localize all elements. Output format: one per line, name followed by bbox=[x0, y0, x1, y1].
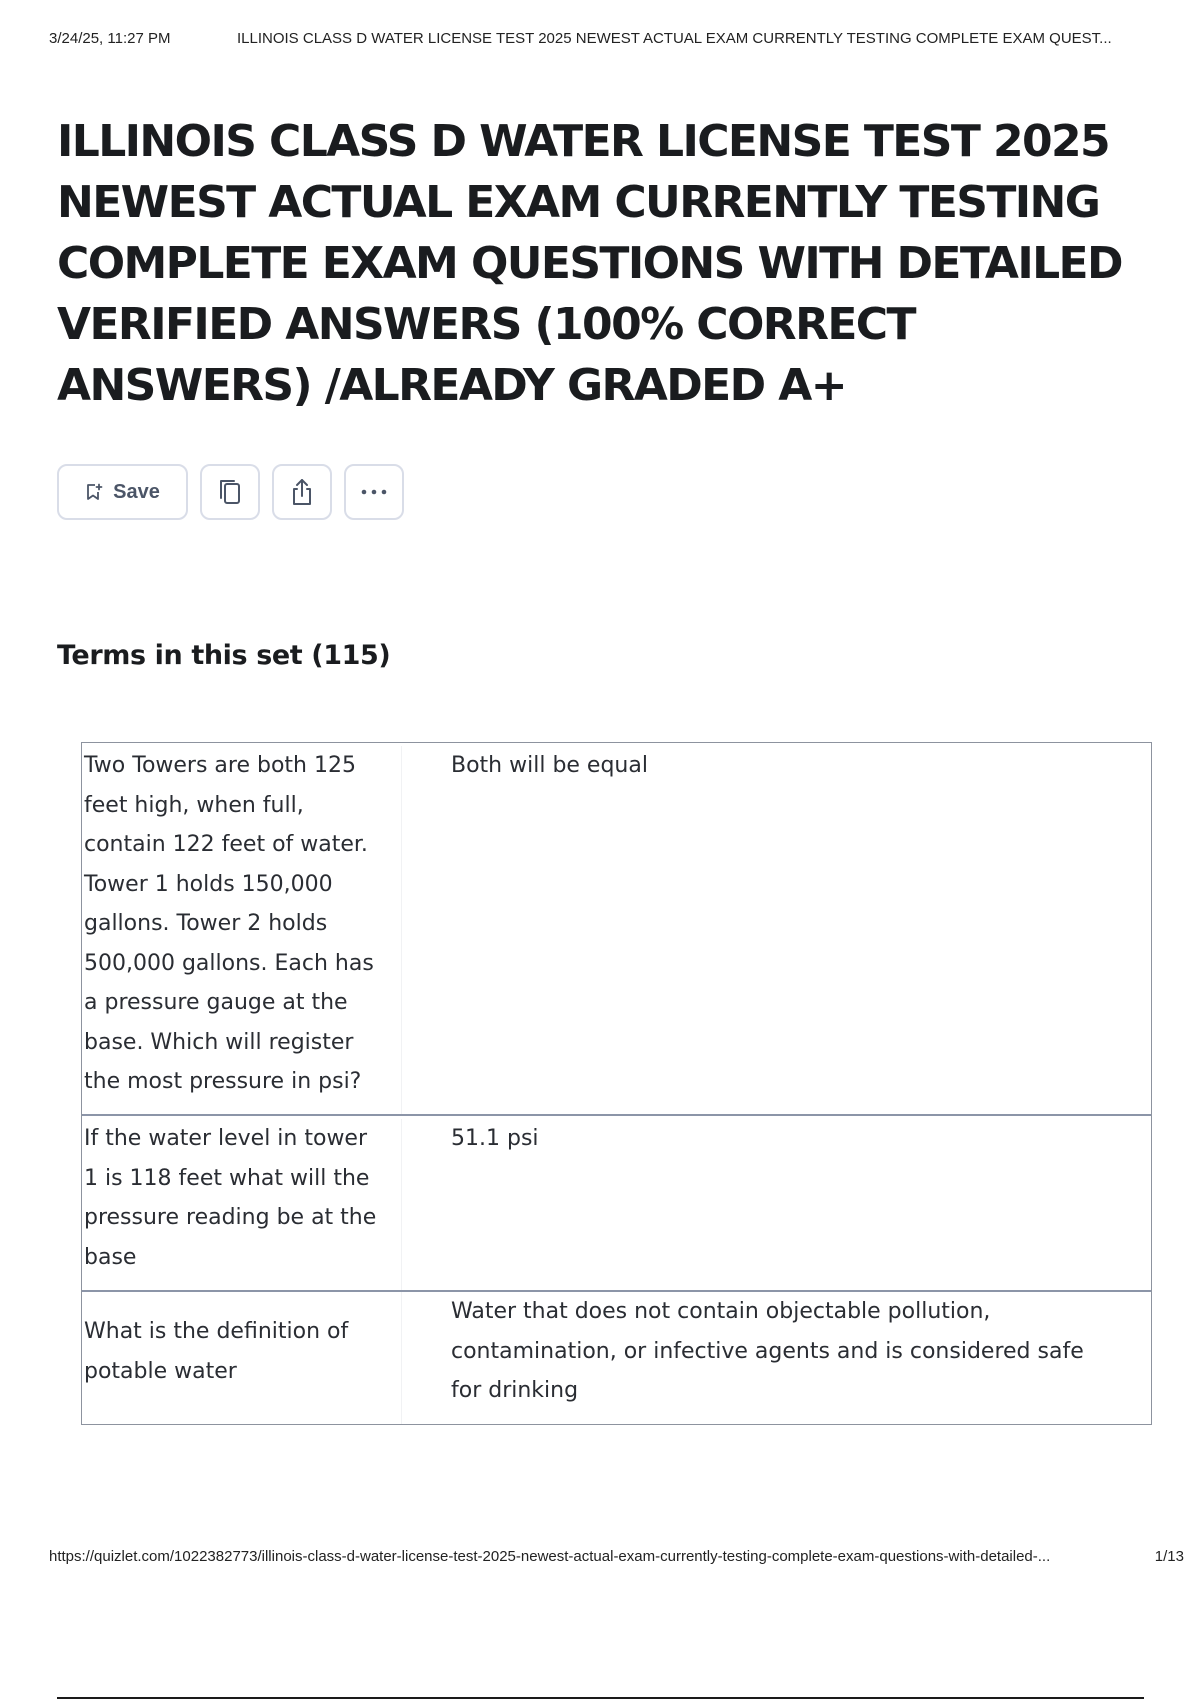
page-number: 1/13 bbox=[1154, 1548, 1184, 1565]
page-divider bbox=[57, 1697, 1144, 1699]
copy-icon bbox=[217, 477, 243, 507]
definition-text: 51.1 psi bbox=[451, 1126, 539, 1151]
bookmark-plus-icon bbox=[85, 483, 103, 501]
definition-text: Water that does not contain objectable pollution, contamination, or infective agents and is considered safe for drinking bbox=[451, 1299, 1084, 1403]
print-footer bbox=[49, 1548, 1184, 1568]
term-text: What is the definition of potable water bbox=[82, 1292, 402, 1424]
save-button-label: Save bbox=[113, 480, 160, 503]
set-toolbar bbox=[57, 464, 404, 524]
share-button[interactable] bbox=[272, 464, 332, 520]
share-icon bbox=[289, 477, 315, 507]
term-text: If the water level in tower 1 is 118 feet what will the pressure reading be at the base bbox=[82, 1119, 402, 1290]
term-text: Two Towers are both 125 feet high, when full, contain 122 feet of water. Tower 1 holds 150,000 gallons. Tower 2 holds 500,000 gallons. Each has a pressure gauge at the base. Which will register the most pressure in psi? bbox=[82, 746, 402, 1114]
page-title: ILLINOIS CLASS D WATER LICENSE TEST 2025 NEWEST ACTUAL EXAM CURRENTLY TESTING COMPLETE EXAM QUESTIONS WITH DETAILED VERIFIED ANSWERS (100% CORRECT ANSWERS) /ALREADY GRADED A+ bbox=[57, 116, 1122, 411]
definition-text: Both will be equal bbox=[451, 753, 648, 778]
terms-table bbox=[81, 742, 1152, 1425]
copy-button[interactable] bbox=[200, 464, 260, 520]
print-timestamp: 3/24/25, 11:27 PM bbox=[49, 30, 171, 47]
print-url: https://quizlet.com/1022382773/illinois-class-d-water-license-test-2025-newest-actual-exam-currently-testing-complete-exam-questions-with-detailed-... bbox=[49, 1548, 1051, 1565]
print-doc-title: ILLINOIS CLASS D WATER LICENSE TEST 2025 NEWEST ACTUAL EXAM CURRENTLY TESTING COMPLETE EXAM QUEST... bbox=[237, 30, 1112, 47]
term-row bbox=[82, 743, 1151, 1114]
term-row bbox=[82, 1290, 1151, 1424]
terms-heading: Terms in this set (115) bbox=[57, 640, 391, 671]
term-row bbox=[82, 1114, 1151, 1290]
print-header bbox=[49, 30, 1180, 50]
more-icon bbox=[360, 488, 388, 496]
more-options-button[interactable] bbox=[344, 464, 404, 520]
save-button[interactable] bbox=[57, 464, 188, 520]
